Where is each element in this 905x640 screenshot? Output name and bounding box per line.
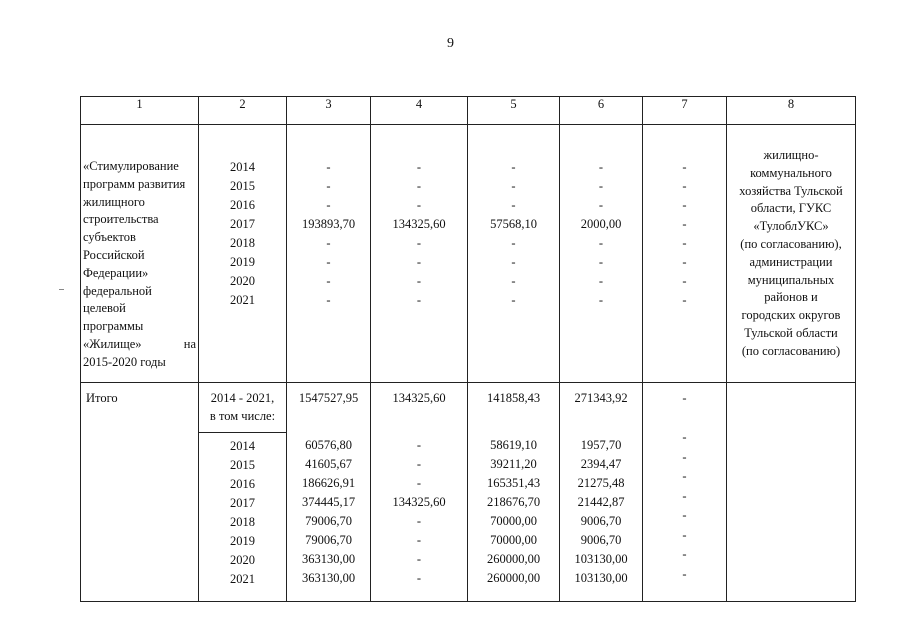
year-label: 2020 bbox=[230, 553, 255, 567]
responsible-line: (по согласованию), bbox=[740, 236, 842, 251]
value-cell: 9006,70 bbox=[580, 514, 622, 528]
year-label: 2019 bbox=[230, 534, 255, 548]
value-cell: - bbox=[416, 533, 422, 547]
value-cell: - bbox=[682, 236, 687, 250]
total-value: - bbox=[682, 391, 687, 405]
program-name-line: жилищного bbox=[83, 194, 145, 209]
header-cell-7: 7 bbox=[643, 97, 727, 125]
value-cell: - bbox=[416, 514, 422, 528]
value-cell: - bbox=[598, 198, 604, 212]
responsible-line: «ТулоблУКС» bbox=[753, 219, 829, 234]
program-name-line: на bbox=[183, 336, 196, 351]
total-label-cell bbox=[81, 383, 199, 602]
total-period-line: 2014 - 2021, bbox=[210, 391, 275, 405]
value-cell: 2000,00 bbox=[580, 217, 622, 231]
total-col3-cell bbox=[287, 383, 371, 602]
year-label: 2018 bbox=[230, 236, 255, 250]
value-cell: - bbox=[511, 160, 516, 174]
margin-mark bbox=[59, 289, 64, 290]
program-name-line: целевой bbox=[83, 301, 126, 316]
year-label: 2021 bbox=[230, 572, 255, 586]
total-label: Итого bbox=[86, 391, 118, 405]
value-cell: - bbox=[416, 438, 422, 452]
value-cell: - bbox=[326, 236, 331, 250]
value-cell: - bbox=[511, 198, 516, 212]
value-cell: 1957,70 bbox=[580, 438, 622, 452]
value-cell: 103130,00 bbox=[574, 571, 628, 585]
total-col5-cell bbox=[468, 383, 560, 602]
year-label: 2015 bbox=[230, 179, 255, 193]
value-cell: 60576,80 bbox=[305, 438, 352, 452]
value-cell: - bbox=[598, 236, 604, 250]
value-cell: - bbox=[682, 527, 687, 542]
year-label: 2014 bbox=[230, 160, 255, 174]
responsible-line: городских округов bbox=[741, 308, 841, 323]
value-cell: - bbox=[598, 274, 604, 288]
value-cell: - bbox=[682, 508, 687, 522]
value-cell: - bbox=[416, 552, 422, 566]
year-label: 2018 bbox=[230, 515, 255, 529]
value-cell: 363130,00 bbox=[301, 552, 356, 566]
value-cell: 79006,70 bbox=[305, 533, 352, 547]
program-name-line: «Жилище» bbox=[83, 336, 142, 351]
value-cell: 9006,70 bbox=[580, 533, 622, 547]
total-value: 271343,92 bbox=[574, 391, 628, 405]
responsible-line: области, ГУКС bbox=[750, 201, 832, 216]
value-cell: - bbox=[511, 255, 516, 269]
total-value: 1547527,95 bbox=[298, 391, 359, 405]
value-cell: - bbox=[416, 198, 422, 212]
year-label: 2019 bbox=[230, 255, 255, 269]
program-name-line: «Стимулирование bbox=[83, 159, 179, 173]
value-cell: - bbox=[682, 449, 687, 464]
total-col7-cell bbox=[643, 383, 727, 602]
program-name-line: программы bbox=[83, 319, 144, 334]
header-cell-4: 4 bbox=[371, 97, 468, 125]
total-col6-cell bbox=[560, 383, 643, 602]
value-cell: 70000,00 bbox=[490, 533, 537, 547]
value-cell: 70000,00 bbox=[490, 514, 537, 528]
program-col6-cell bbox=[560, 125, 643, 383]
value-cell: 165351,43 bbox=[486, 476, 541, 490]
value-cell: - bbox=[511, 236, 516, 250]
value-cell: 363130,00 bbox=[301, 571, 356, 585]
value-cell: - bbox=[326, 160, 331, 174]
value-cell: 21442,87 bbox=[577, 495, 625, 509]
value-cell: 41605,67 bbox=[305, 457, 352, 471]
program-name-line: строительства bbox=[83, 212, 159, 227]
year-label: 2020 bbox=[230, 274, 255, 288]
value-cell: 21275,48 bbox=[577, 476, 625, 490]
value-cell: 103130,00 bbox=[574, 552, 628, 566]
program-row bbox=[81, 125, 856, 383]
responsible-line: районов и bbox=[764, 290, 818, 305]
responsible-line: Тульской области bbox=[744, 325, 838, 340]
value-cell: - bbox=[682, 274, 687, 288]
value-cell: 260000,00 bbox=[486, 571, 541, 585]
value-cell: - bbox=[326, 255, 331, 269]
value-cell: - bbox=[416, 457, 422, 471]
value-cell: 186626,91 bbox=[301, 476, 356, 490]
value-cell: - bbox=[326, 274, 331, 288]
program-name-line: Федерации» bbox=[83, 265, 149, 280]
program-name-line: субъектов bbox=[83, 230, 136, 245]
program-col7-cell bbox=[643, 125, 727, 383]
value-cell: - bbox=[416, 571, 422, 585]
header-cell-2: 2 bbox=[199, 97, 287, 125]
program-name-line: федеральной bbox=[83, 283, 152, 298]
page-number: 9 bbox=[447, 36, 454, 51]
responsible-line: жилищно- bbox=[763, 148, 819, 162]
year-label: 2016 bbox=[230, 477, 255, 491]
program-years-cell bbox=[199, 125, 287, 383]
value-cell: - bbox=[326, 198, 331, 212]
header-cell-5: 5 bbox=[468, 97, 560, 125]
header-cell-8: 8 bbox=[727, 97, 856, 125]
header-cell-6: 6 bbox=[560, 97, 643, 125]
value-cell: 134325,60 bbox=[392, 495, 446, 509]
value-cell: 58619,10 bbox=[490, 438, 537, 452]
responsible-line: муниципальных bbox=[747, 272, 835, 287]
value-cell: - bbox=[511, 274, 516, 288]
total-col4-cell bbox=[371, 383, 468, 602]
total-period-line: в том числе: bbox=[209, 409, 276, 423]
responsible-line: (по согласованию) bbox=[741, 343, 841, 358]
program-name-line: программ развития bbox=[83, 176, 186, 191]
value-cell: 57568,10 bbox=[490, 217, 537, 231]
program-col3-cell bbox=[287, 125, 371, 383]
program-name-cell bbox=[81, 125, 199, 383]
value-cell: - bbox=[682, 469, 687, 483]
program-col4-cell bbox=[371, 125, 468, 383]
header-cell-3: 3 bbox=[287, 97, 371, 125]
value-cell: - bbox=[416, 274, 422, 288]
value-cell: - bbox=[682, 217, 687, 231]
value-cell: 193893,70 bbox=[301, 217, 356, 231]
year-label: 2017 bbox=[230, 217, 255, 231]
value-cell: 374445,17 bbox=[301, 495, 356, 509]
value-cell: - bbox=[682, 430, 687, 444]
total-value: 134325,60 bbox=[392, 391, 446, 405]
responsible-line: хозяйства Тульской bbox=[739, 183, 843, 198]
value-cell: - bbox=[416, 179, 422, 193]
value-cell: - bbox=[416, 236, 422, 250]
value-cell: - bbox=[511, 293, 516, 307]
value-cell: - bbox=[682, 255, 687, 269]
value-cell: - bbox=[682, 566, 687, 581]
value-cell: - bbox=[511, 179, 516, 193]
financing-table bbox=[80, 96, 856, 602]
header-row bbox=[81, 97, 856, 125]
value-cell: 218676,70 bbox=[486, 495, 541, 509]
value-cell: 39211,20 bbox=[490, 457, 537, 471]
value-cell: - bbox=[598, 179, 604, 193]
total-period-cell bbox=[199, 383, 287, 602]
year-label: 2017 bbox=[230, 496, 255, 510]
value-cell: - bbox=[682, 160, 687, 174]
value-cell: 2394,47 bbox=[580, 457, 622, 471]
value-cell: - bbox=[682, 293, 687, 307]
responsible-line: администрации bbox=[749, 254, 833, 269]
total-value: 141858,43 bbox=[486, 391, 541, 405]
year-label: 2021 bbox=[230, 293, 255, 307]
value-cell: - bbox=[598, 255, 604, 269]
program-name-line: Российской bbox=[83, 247, 145, 262]
value-cell: - bbox=[416, 476, 422, 490]
value-cell: - bbox=[682, 547, 687, 561]
value-cell: - bbox=[598, 293, 604, 307]
value-cell: 134325,60 bbox=[392, 217, 446, 231]
responsible-cell bbox=[727, 125, 856, 383]
value-cell: - bbox=[416, 293, 422, 307]
program-name-line: 2015-2020 годы bbox=[83, 354, 166, 369]
value-cell: - bbox=[682, 198, 687, 212]
value-cell: - bbox=[326, 179, 331, 193]
responsible-line: коммунального bbox=[750, 165, 832, 180]
value-cell: - bbox=[682, 179, 687, 193]
value-cell: - bbox=[598, 160, 604, 174]
value-cell: - bbox=[416, 160, 422, 174]
value-cell: 260000,00 bbox=[486, 552, 541, 566]
value-cell: - bbox=[326, 293, 331, 307]
value-cell: - bbox=[682, 488, 687, 503]
program-col5-cell bbox=[468, 125, 560, 383]
year-label: 2015 bbox=[230, 458, 255, 472]
header-cell-1: 1 bbox=[81, 97, 199, 125]
value-cell: 79006,70 bbox=[305, 514, 352, 528]
total-row bbox=[81, 383, 856, 602]
year-label: 2014 bbox=[230, 439, 255, 453]
total-responsible-cell bbox=[727, 383, 856, 602]
year-label: 2016 bbox=[230, 198, 255, 212]
value-cell: - bbox=[416, 255, 422, 269]
